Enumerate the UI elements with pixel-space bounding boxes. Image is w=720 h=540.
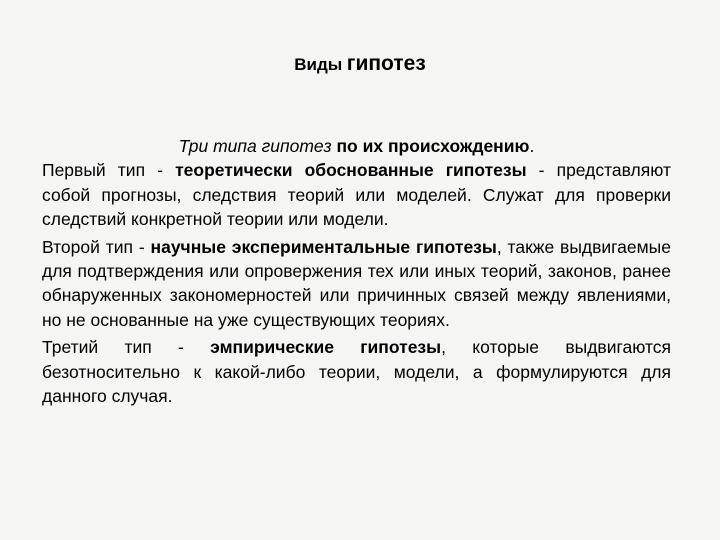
paragraph-type-3 — [42, 335, 671, 408]
paragraph-term: теоретически обоснованные гипотезы — [175, 160, 527, 181]
paragraph-text: , которые выдвигаются безотносительно к какой-либо теории, модели, а формулируются для данного случая. — [42, 337, 672, 407]
paragraph-text: - представляют собой прогнозы, следствия теорий или моделей. Служат для проверки следствий конкретной теории или модели. — [42, 160, 671, 230]
paragraph-type-1 — [42, 158, 671, 231]
paragraph-type-2 — [42, 235, 671, 333]
subtitle — [42, 134, 671, 158]
subtitle-bold: по их происхождению — [336, 136, 530, 156]
paragraph-lead: Третий тип - — [42, 337, 211, 358]
slide-body — [42, 134, 671, 408]
paragraph-lead: Первый тип - — [42, 160, 176, 181]
paragraph-lead: Второй тип - — [42, 236, 151, 257]
subtitle-end: . — [529, 136, 535, 156]
paragraph-term: научные экспериментальные гипотезы — [150, 236, 497, 257]
paragraph-term: эмпирические гипотезы — [210, 337, 442, 358]
slide-title — [0, 50, 720, 80]
title-part-2: гипотез — [346, 52, 426, 75]
title-part-1: Виды — [294, 55, 343, 74]
paragraph-text: , также выдвигаемые для подтверждения или опровержения тех или иных теорий, законов, ранее обнаруженных закономерностей или причинных связей между явлениями, но не основанные на уже существующих теориях. — [42, 236, 671, 330]
subtitle-italic: Три типа гипотез — [178, 136, 332, 156]
